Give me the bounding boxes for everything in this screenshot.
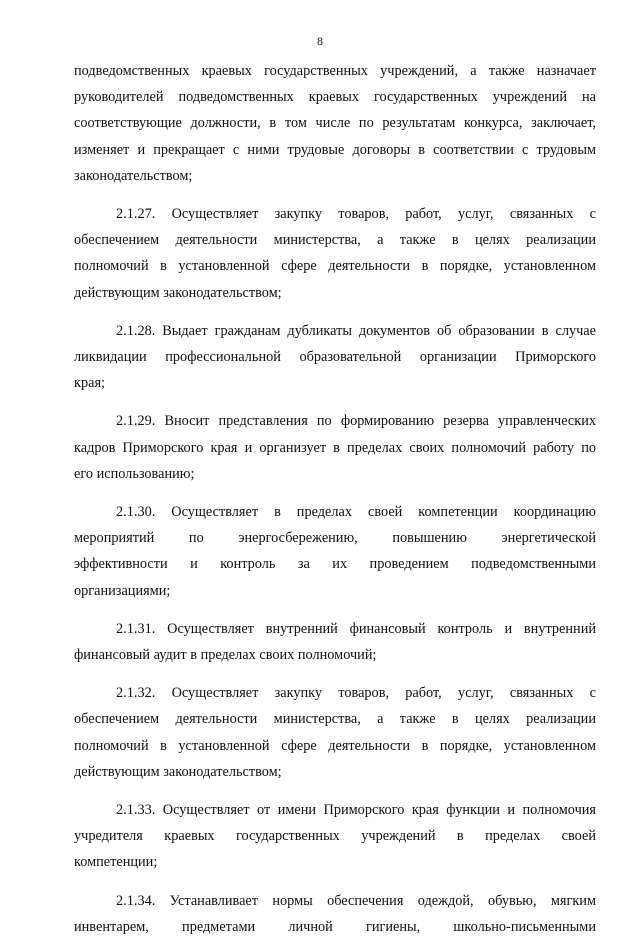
text-line: мероприятий по энергосбережению, повышению энергетической xyxy=(74,530,596,547)
text-line: 2.1.33. Осуществляет от имени Приморского края функции и полномочия xyxy=(116,802,596,819)
paragraph xyxy=(74,616,596,668)
text-line: законодательством; xyxy=(74,167,193,184)
paragraph xyxy=(74,499,596,604)
text-line: 2.1.27. Осуществляет закупку товаров, работ, услуг, связанных с xyxy=(116,206,596,223)
text-line: 2.1.29. Вносит представления по формированию резерва управленческих xyxy=(116,413,596,430)
text-line: действующим законодательством; xyxy=(74,763,282,780)
text-line: 2.1.28. Выдает гражданам дубликаты документов об образовании в случае xyxy=(116,322,596,339)
text-line: обеспечением деятельности министерства, а также в целях реализации xyxy=(74,232,596,249)
text-line: руководителей подведомственных краевых государственных учреждений на xyxy=(74,89,596,106)
text-line: подведомственных краевых государственных учреждений, а также назначает xyxy=(74,63,596,79)
text-line: соответствующие должности, в том числе по результатам конкурса, заключает, xyxy=(74,115,596,132)
text-line: инвентарем, предметами личной гигиены, школьно-письменными xyxy=(74,918,596,935)
text-line: 2.1.32. Осуществляет закупку товаров, работ, услуг, связанных с xyxy=(116,685,596,702)
text-line: компетенции; xyxy=(74,854,158,871)
text-line: эффективности и контроль за их проведением подведомственными xyxy=(74,556,596,573)
paragraph xyxy=(74,58,596,189)
text-line: финансовый аудит в пределах своих полномочий; xyxy=(74,647,377,664)
paragraph xyxy=(74,201,596,306)
text-line: кадров Приморского края и организует в пределах своих полномочий работу по xyxy=(74,439,596,456)
text-line: 2.1.30. Осуществляет в пределах своей компетенции координацию xyxy=(116,504,596,521)
text-line: ликвидации профессиональной образовательной организации Приморского xyxy=(74,349,596,366)
text-line: действующим законодательством; xyxy=(74,284,282,301)
text-line: 2.1.34. Устанавливает нормы обеспечения одеждой, обувью, мягким xyxy=(116,892,596,909)
text-line: организациями; xyxy=(74,582,171,599)
text-line: его использованию; xyxy=(74,465,195,482)
paragraph xyxy=(74,888,596,940)
text-line: 2.1.31. Осуществляет внутренний финансовый контроль и внутренний xyxy=(116,620,596,637)
paragraph xyxy=(74,797,596,876)
page-number: 8 xyxy=(317,34,323,48)
text-line: учредителя краевых государственных учреждений в пределах своей xyxy=(74,828,596,845)
text-line: обеспечением деятельности министерства, а также в целях реализации xyxy=(74,711,596,728)
paragraph xyxy=(74,408,596,487)
paragraph xyxy=(74,680,596,785)
document-body xyxy=(74,58,596,952)
text-line: края; xyxy=(74,375,105,392)
text-line: полномочий в установленной сфере деятельности в порядке, установленном xyxy=(74,737,596,754)
text-line: полномочий в установленной сфере деятельности в порядке, установленном xyxy=(74,258,596,275)
paragraph xyxy=(74,318,596,397)
text-line: изменяет и прекращает с ними трудовые договоры в соответствии с трудовым xyxy=(74,141,596,158)
